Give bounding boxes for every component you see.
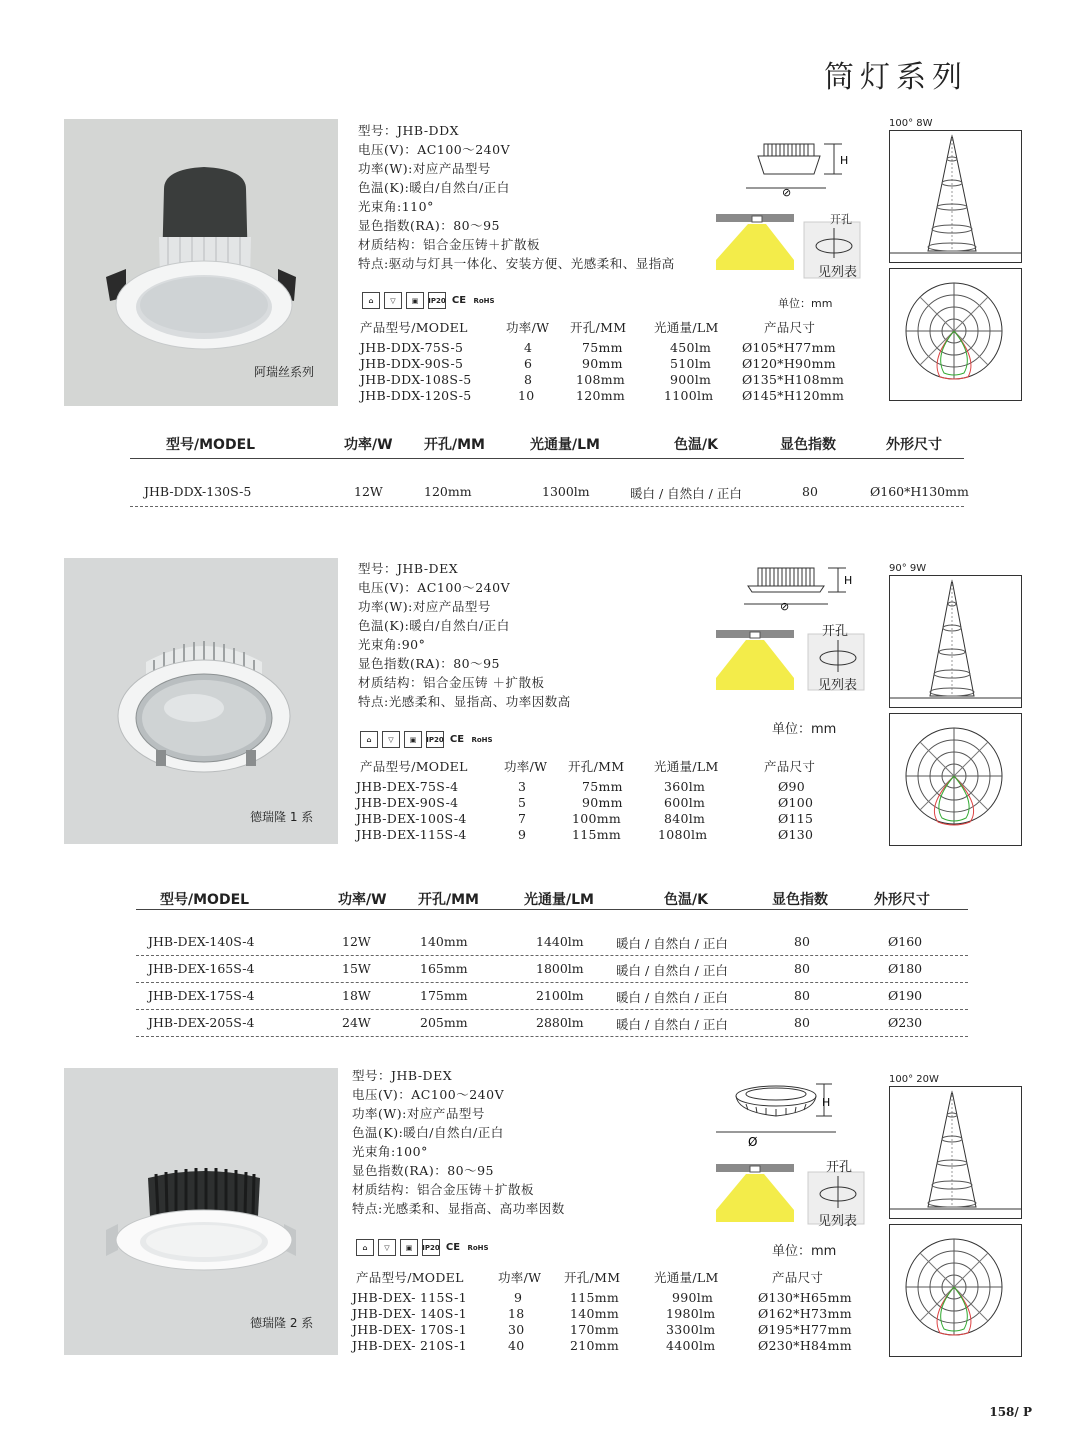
polar-chart-svg (890, 269, 1021, 400)
spec-cri: 显色指数(RA)：80～95 (358, 656, 501, 671)
spec-list-1 (358, 121, 675, 273)
safety-triangle-icon: ▽ (384, 292, 402, 309)
cone-chart-svg (890, 131, 1021, 262)
svg-text:⊘: ⊘ (782, 186, 792, 199)
illuminance-cone-chart (889, 130, 1022, 263)
table-row: JHB-DEX- 115S-1 9 115mm 990lm Ø130*H65mm (352, 1290, 852, 1305)
house-icon: ⌂ (360, 731, 378, 748)
big-table-row: JHB-DEX-175S-4 18W 175mm 2100lm 暖白 / 自然白 / 正白 80 Ø190 (148, 988, 923, 1005)
illuminance-cone-chart (889, 575, 1022, 708)
chart-title: 100° 8W (889, 118, 933, 129)
divider (136, 1036, 968, 1037)
table-row: JHB-DDX-90S-5 6 90mm 510lm Ø120*H90mm (360, 356, 836, 371)
open-hole-label: 开孔 (826, 1160, 853, 1175)
model-table-1 (358, 318, 858, 404)
spec-list-2 (358, 559, 571, 711)
big-table-header-1: 型号/MODEL 功率/W 开孔/MM 光通量/LM 色温/K 显色指数 外形尺寸 (166, 437, 942, 453)
series-label: 德瑞隆 2 系 (250, 1316, 314, 1330)
table-row: JHB-DEX-115S-4 9 115mm 1080lm Ø130 (356, 827, 814, 842)
page-title: 筒灯系列 (824, 60, 968, 95)
spec-voltage: 电压(V)：AC100～240V (358, 580, 511, 595)
svg-text:Ø: Ø (748, 1135, 758, 1149)
polar-distribution-chart (889, 268, 1022, 401)
spec-color-temp: 色温(K):暖白/自然白/正白 (358, 180, 510, 195)
see-table-label: 见列表 (818, 1214, 858, 1229)
spec-power: 功率(W):对应产品型号 (352, 1106, 485, 1121)
divider (130, 458, 964, 459)
spec-features: 特点:驱动与灯具一体化、安装方便、光感柔和、显指高 (358, 256, 675, 271)
spec-list-3 (352, 1066, 565, 1218)
spec-power: 功率(W):对应产品型号 (358, 599, 491, 614)
page-number: 158/ P (989, 1405, 1032, 1419)
big-table-header-2: 型号/MODEL 功率/W 开孔/MM 光通量/LM 色温/K 显色指数 外形尺寸 (160, 892, 930, 908)
cert-icons-3 (356, 1239, 490, 1256)
big-table-row: JHB-DDX-130S-5 12W 120mm 1300lm 暖白 / 自然白 / 正白 80 Ø160*H130mm (144, 484, 969, 501)
big-table-row: JHB-DEX-140S-4 12W 140mm 1440lm 暖白 / 自然白 / 正白 80 Ø160 (148, 934, 923, 951)
spec-beam-angle: 光束角:100° (352, 1144, 428, 1159)
divider (136, 982, 968, 983)
unit-label: 单位：mm (772, 722, 837, 737)
see-table-label: 见列表 (818, 678, 858, 693)
table-row: JHB-DEX- 140S-1 18 140mm 1980lm Ø162*H73mm (352, 1306, 852, 1321)
spec-material: 材质结构：铝合金压铸 ＋扩散板 (358, 675, 545, 690)
spec-voltage: 电压(V)：AC100～240V (358, 142, 511, 157)
open-hole-label: 开孔 (830, 213, 852, 226)
table-row: JHB-DDX-75S-5 4 75mm 450lm Ø105*H77mm (360, 340, 836, 355)
big-table-row: JHB-DEX-205S-4 24W 205mm 2880lm 暖白 / 自然白 / 正白 80 Ø230 (148, 1015, 923, 1032)
table-row: JHB-DEX-75S-4 3 75mm 360lm Ø90 (356, 779, 806, 794)
spec-color-temp: 色温(K):暖白/自然白/正白 (352, 1125, 504, 1140)
series-label: 德瑞隆 1 系 (250, 810, 314, 824)
spec-model: 型号：JHB-DEX (352, 1068, 453, 1083)
spec-cri: 显色指数(RA)：80～95 (352, 1163, 495, 1178)
rohs-icon: RoHS (471, 735, 493, 744)
table-row: JHB-DEX-90S-4 5 90mm 600lm Ø100 (356, 795, 814, 810)
open-hole-label: 开孔 (822, 624, 849, 639)
svg-text:H: H (822, 1096, 831, 1109)
model-table-3 (352, 1268, 852, 1354)
ce-icon: CE (451, 295, 467, 306)
polar-distribution-chart (889, 713, 1022, 846)
rohs-icon: RoHS (467, 1243, 489, 1252)
spec-color-temp: 色温(K):暖白/自然白/正白 (358, 618, 510, 633)
ce-icon: CE (449, 734, 465, 745)
divider (136, 955, 968, 956)
svg-text:H: H (840, 154, 849, 167)
downlight-image-3 (64, 1068, 338, 1355)
table-header: 产品型号/MODEL 功率/W 开孔/MM 光通量/LM 产品尺寸 (356, 1270, 824, 1285)
spec-power: 功率(W):对应产品型号 (358, 161, 491, 176)
spec-model: 型号：JHB-DEX (358, 561, 459, 576)
spec-beam-angle: 光束角:110° (358, 199, 434, 214)
ip20-icon: IP20 (422, 1239, 440, 1256)
table-row: JHB-DDX-108S-5 8 108mm 900lm Ø135*H108mm (360, 372, 845, 387)
safety-triangle-icon: ▽ (382, 731, 400, 748)
table-row: JHB-DEX-100S-4 7 100mm 840lm Ø115 (356, 811, 814, 826)
product-photo-2 (64, 558, 338, 844)
model-table-2 (354, 757, 854, 843)
ip20-icon: IP20 (428, 292, 446, 309)
table-row: JHB-DEX- 170S-1 30 170mm 3300lm Ø195*H77mm (352, 1322, 852, 1337)
cone-chart-svg (890, 576, 1021, 707)
big-table-row: JHB-DEX-165S-4 15W 165mm 1800lm 暖白 / 自然白 / 正白 80 Ø180 (148, 961, 923, 978)
downlight-image-2 (64, 558, 338, 844)
series-label: 阿瑞丝系列 (254, 365, 315, 379)
table-row: JHB-DDX-120S-5 10 120mm 1100lm Ø145*H120mm (360, 388, 845, 403)
double-insulation-icon: ▣ (400, 1239, 418, 1256)
polar-distribution-chart (889, 1224, 1022, 1357)
table-header: 产品型号/MODEL 功率/W 开孔/MM 光通量/LM 产品尺寸 (360, 759, 816, 774)
polar-chart-svg (890, 1225, 1021, 1356)
chart-title: 90° 9W (889, 563, 927, 574)
ce-icon: CE (445, 1242, 461, 1253)
house-icon: ⌂ (356, 1239, 374, 1256)
unit-label: 单位：mm (772, 1244, 837, 1259)
dimension-drawing-3 (716, 1080, 866, 1225)
svg-text:H: H (844, 574, 853, 587)
illuminance-cone-chart (889, 1086, 1022, 1219)
ip20-icon: IP20 (426, 731, 444, 748)
spec-model: 型号：JHB-DDX (358, 123, 459, 138)
spec-cri: 显色指数(RA)：80～95 (358, 218, 501, 233)
cert-icons-1 (362, 292, 496, 309)
polar-chart-svg (890, 714, 1021, 845)
double-insulation-icon: ▣ (404, 731, 422, 748)
divider (136, 1009, 968, 1010)
spec-beam-angle: 光束角:90° (358, 637, 426, 652)
cone-chart-svg (890, 1087, 1021, 1218)
spec-voltage: 电压(V)：AC100～240V (352, 1087, 505, 1102)
double-insulation-icon: ▣ (406, 292, 424, 309)
see-table-label: 见列表 (818, 265, 858, 280)
chart-title: 100° 20W (889, 1074, 939, 1085)
house-icon: ⌂ (362, 292, 380, 309)
divider (136, 909, 968, 910)
spec-material: 材质结构：铝合金压铸＋扩散板 (352, 1182, 535, 1197)
product-photo-3 (64, 1068, 338, 1355)
unit-label: 单位：mm (778, 297, 833, 310)
table-row: JHB-DEX- 210S-1 40 210mm 4400lm Ø230*H84mm (352, 1338, 852, 1353)
svg-text:⊘: ⊘ (780, 600, 790, 613)
cert-icons-2 (360, 731, 494, 748)
divider (130, 506, 964, 507)
spec-features: 特点:光感柔和、显指高、功率因数高 (358, 694, 571, 709)
rohs-icon: RoHS (473, 296, 495, 305)
spec-material: 材质结构：铝合金压铸＋扩散板 (358, 237, 541, 252)
table-header: 产品型号/MODEL 功率/W 开孔/MM 光通量/LM 产品尺寸 (360, 320, 816, 335)
spec-features: 特点:光感柔和、显指高、高功率因数 (352, 1201, 565, 1216)
safety-triangle-icon: ▽ (378, 1239, 396, 1256)
